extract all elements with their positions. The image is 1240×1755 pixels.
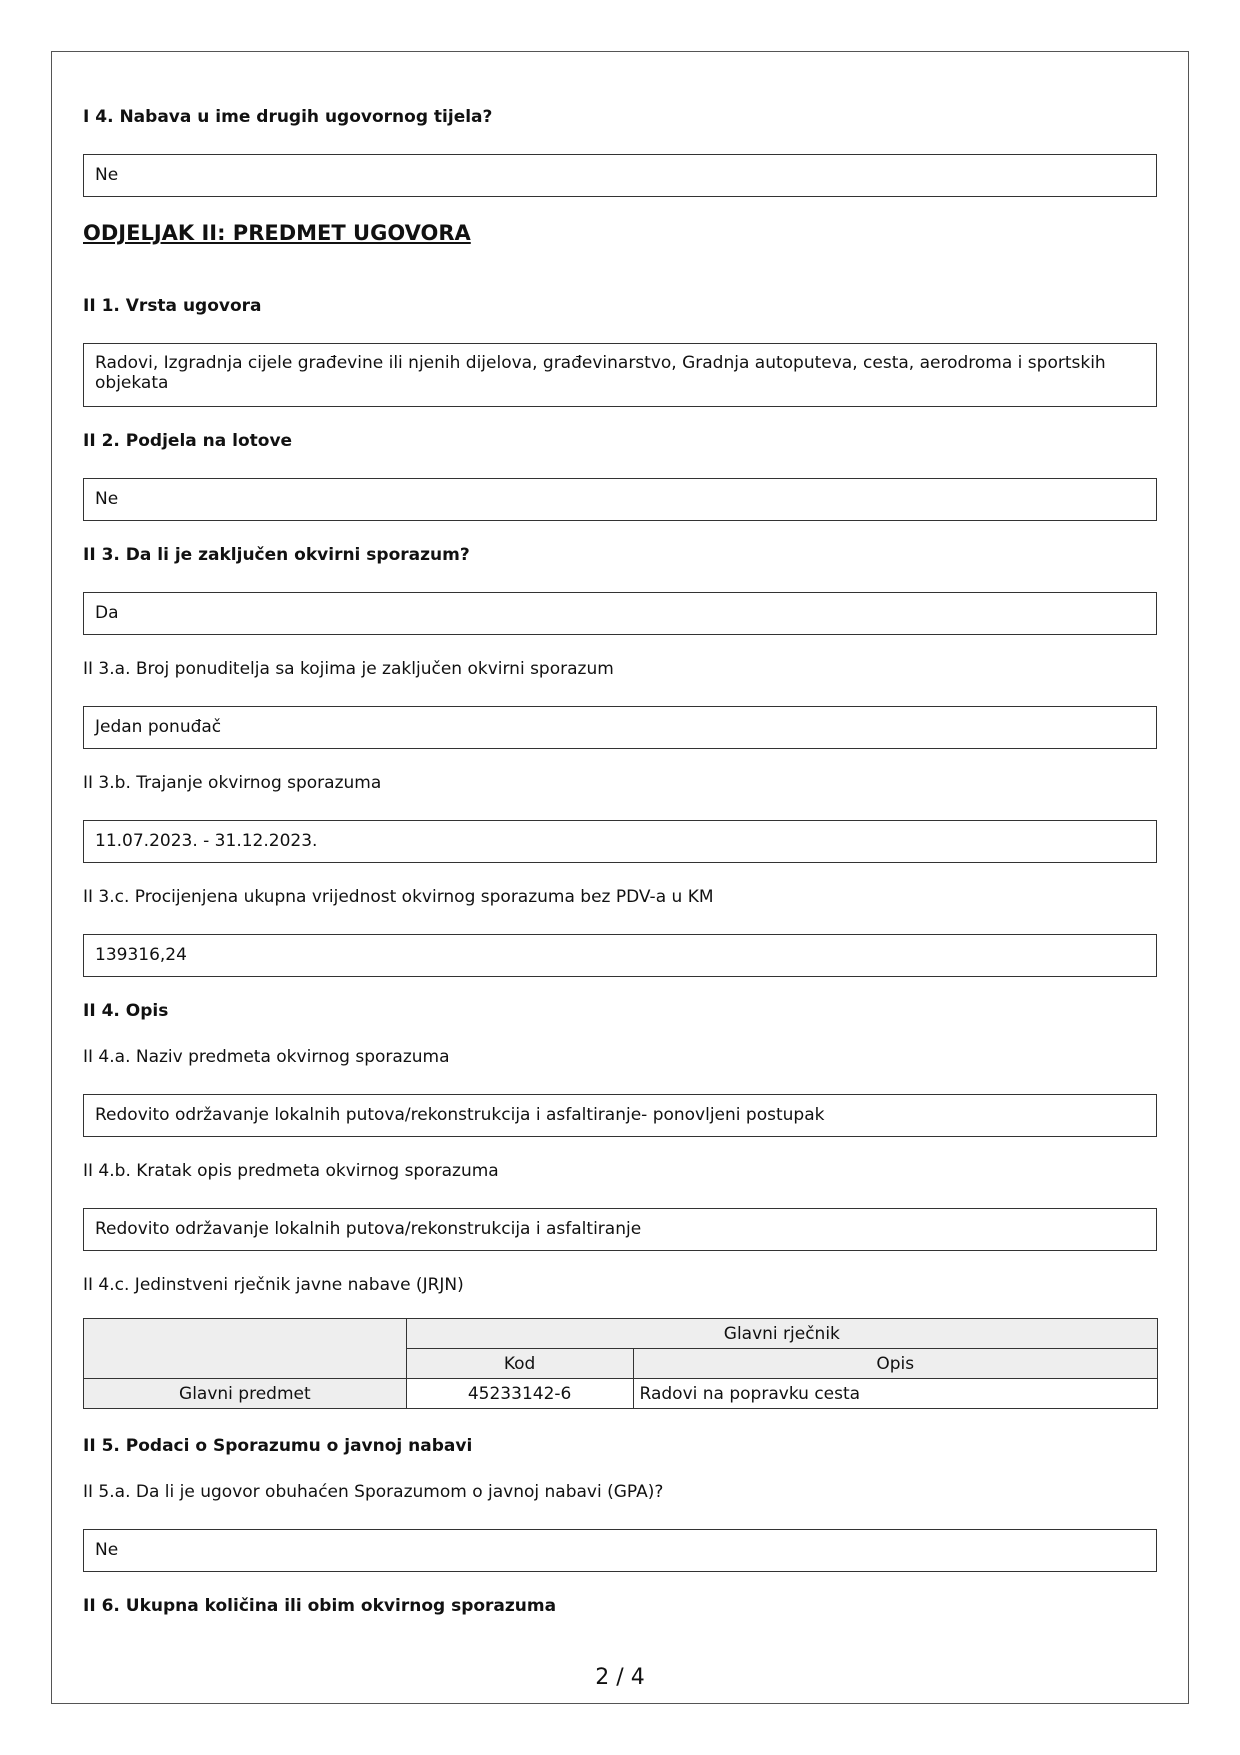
question-ii4a-label: II 4.a. Naziv predmeta okvirnog sporazuma xyxy=(83,1047,450,1067)
question-ii6-label: II 6. Ukupna količina ili obim okvirnog sporazuma xyxy=(83,1596,557,1616)
question-ii3c-label: II 3.c. Procijenjena ukupna vrijednost okvirnog sporazuma bez PDV-a u KM xyxy=(83,887,714,907)
jrjn-col-kod: Kod xyxy=(406,1349,633,1379)
answer-ii5a-value: Ne xyxy=(95,1540,119,1560)
question-ii4c-label: II 4.c. Jedinstveni rječnik javne nabave (JRJN) xyxy=(83,1275,464,1295)
answer-ii2-field xyxy=(83,478,1157,521)
question-ii3-label: II 3. Da li je zaključen okvirni sporazum? xyxy=(83,545,470,565)
jrjn-row-opis: Radovi na popravku cesta xyxy=(633,1379,1157,1409)
page-number: 2 / 4 xyxy=(595,1665,645,1690)
answer-ii3a-value: Jedan ponuđač xyxy=(95,717,222,737)
answer-ii3a-field xyxy=(83,706,1157,749)
answer-ii1-value-line1: Radovi, Izgradnja cijele građevine ili njenih dijelova, građevinarstvo, Gradnja autoputeva, cesta, aerodroma i sportskih xyxy=(95,353,1106,373)
answer-ii4a-field xyxy=(83,1094,1157,1137)
answer-ii3b-value: 11.07.2023. - 31.12.2023. xyxy=(95,831,318,851)
answer-ii3b-field xyxy=(83,820,1157,863)
answer-i4-field xyxy=(83,154,1157,197)
answer-ii2-value: Ne xyxy=(95,489,119,509)
question-ii5a-label: II 5.a. Da li je ugovor obuhaćen Sporazumom o javnoj nabavi (GPA)? xyxy=(83,1482,664,1502)
answer-ii4b-value: Redovito održavanje lokalnih putova/rekonstrukcija i asfaltiranje xyxy=(95,1219,642,1239)
jrjn-group-header: Glavni rječnik xyxy=(406,1319,1157,1349)
answer-ii4b-field xyxy=(83,1208,1157,1251)
jrjn-corner-cell xyxy=(84,1319,407,1379)
answer-ii1-value-line2: objekata xyxy=(95,373,169,393)
question-ii4-label: II 4. Opis xyxy=(83,1001,169,1021)
answer-ii1-field xyxy=(83,343,1157,407)
answer-ii3c-value: 139316,24 xyxy=(95,945,187,965)
answer-ii3-value: Da xyxy=(95,603,119,623)
jrjn-row-kod: 45233142-6 xyxy=(406,1379,633,1409)
question-ii5-label: II 5. Podaci o Sporazumu o javnoj nabavi xyxy=(83,1436,473,1456)
answer-i4-value: Ne xyxy=(95,165,119,185)
answer-ii3-field xyxy=(83,592,1157,635)
question-i4-label: I 4. Nabava u ime drugih ugovornog tijela? xyxy=(83,107,493,127)
jrjn-col-opis: Opis xyxy=(633,1349,1157,1379)
question-ii1-label: II 1. Vrsta ugovora xyxy=(83,296,262,316)
question-ii3b-label: II 3.b. Trajanje okvirnog sporazuma xyxy=(83,773,382,793)
jrjn-table xyxy=(83,1318,1158,1409)
answer-ii5a-field xyxy=(83,1529,1157,1572)
question-ii3a-label: II 3.a. Broj ponuditelja sa kojima je zaključen okvirni sporazum xyxy=(83,659,614,679)
section-2-heading: ODJELJAK II: PREDMET UGOVORA xyxy=(83,221,471,245)
answer-ii4a-value: Redovito održavanje lokalnih putova/rekonstrukcija i asfaltiranje- ponovljeni postupak xyxy=(95,1105,825,1125)
jrjn-row-label: Glavni predmet xyxy=(84,1379,407,1409)
question-ii2-label: II 2. Podjela na lotove xyxy=(83,431,293,451)
answer-ii3c-field xyxy=(83,934,1157,977)
question-ii4b-label: II 4.b. Kratak opis predmeta okvirnog sporazuma xyxy=(83,1161,499,1181)
